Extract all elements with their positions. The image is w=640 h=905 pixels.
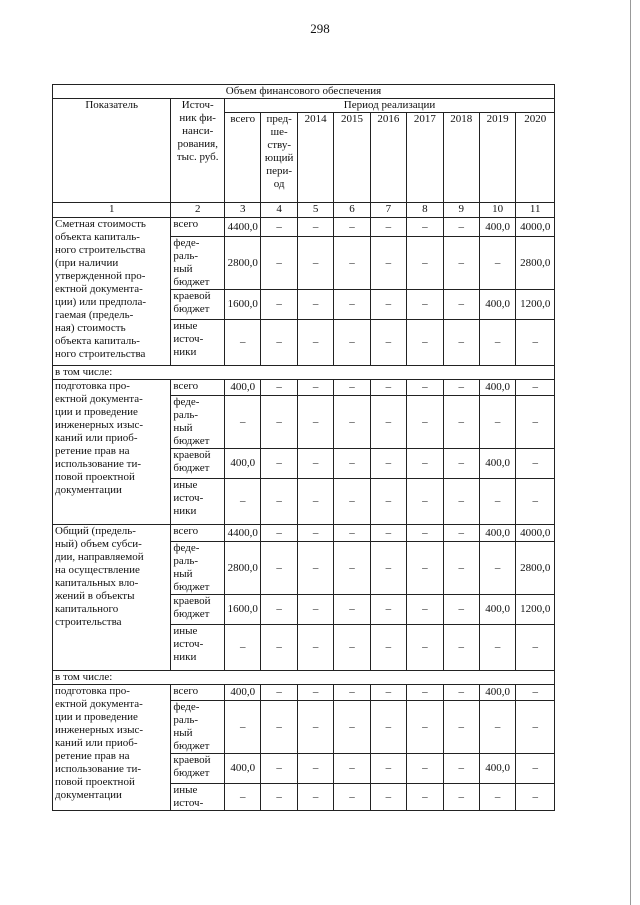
value-cell: – [516,784,555,811]
column-numbers-row [53,203,555,218]
value-cell: – [479,396,515,449]
value-cell: – [297,701,333,754]
header-period: Период реализации [225,99,555,113]
column-number: 10 [479,203,515,218]
value-cell: – [370,380,406,396]
value-cell: – [334,290,370,320]
source-cell: иные источ- ники [171,479,225,525]
value-cell: – [334,542,370,595]
value-cell: – [370,237,406,290]
source-cell: краевой бюджет [171,754,225,784]
column-number: 7 [370,203,406,218]
value-cell: – [261,290,297,320]
value-cell: 400,0 [479,685,515,701]
value-cell: – [443,625,479,671]
value-cell: 4400,0 [225,218,261,237]
header-row-period [53,99,555,113]
column-number: 6 [334,203,370,218]
indicator-cell: Общий (предель- ный) объем субси- дии, направляемой на осуществление капитальных вло- жений в объекты капитального строительства [53,525,171,671]
value-cell: – [261,525,297,542]
value-cell: – [370,525,406,542]
value-cell: – [370,754,406,784]
value-cell: 2800,0 [516,542,555,595]
value-cell: 4400,0 [225,525,261,542]
value-cell: 400,0 [479,449,515,479]
value-cell: – [370,479,406,525]
value-cell: – [334,380,370,396]
value-cell: 4000,0 [516,218,555,237]
value-cell: – [261,754,297,784]
value-cell: – [370,625,406,671]
value-cell: – [370,595,406,625]
value-cell: – [334,685,370,701]
value-cell: – [407,525,443,542]
financing-table [52,84,555,811]
value-cell: – [479,784,515,811]
value-cell: – [297,784,333,811]
table-row [53,380,555,396]
value-cell: 1200,0 [516,290,555,320]
value-cell: – [407,396,443,449]
value-cell: – [443,290,479,320]
value-cell: – [443,237,479,290]
value-cell: – [479,701,515,754]
section-label: в том числе: [53,671,555,685]
source-cell: иные источ- ники [171,625,225,671]
value-cell: – [261,479,297,525]
value-cell: – [516,754,555,784]
value-cell: – [297,754,333,784]
value-cell: – [334,784,370,811]
header-source: Источ- ник фи- нанси- рования, тыс. руб. [171,99,225,203]
value-cell: 400,0 [225,449,261,479]
value-cell: – [334,479,370,525]
value-cell: 400,0 [225,685,261,701]
value-cell: – [261,380,297,396]
source-cell: феде- раль- ный бюджет [171,237,225,290]
header-indicator: Показатель [53,99,171,203]
value-cell: – [370,449,406,479]
value-cell: – [370,701,406,754]
value-cell: – [443,479,479,525]
value-cell: 400,0 [225,754,261,784]
value-cell: – [516,380,555,396]
value-cell: – [407,754,443,784]
value-cell: 400,0 [479,754,515,784]
value-cell: – [225,479,261,525]
value-cell: 400,0 [225,380,261,396]
value-cell: – [370,290,406,320]
value-cell: – [297,525,333,542]
value-cell: – [443,218,479,237]
value-cell: – [334,701,370,754]
value-cell: – [334,218,370,237]
value-cell: – [407,218,443,237]
column-number: 9 [443,203,479,218]
value-cell: – [407,625,443,671]
value-cell: – [261,595,297,625]
value-cell: – [297,625,333,671]
value-cell: – [407,685,443,701]
value-cell: – [297,320,333,366]
value-cell: – [443,320,479,366]
value-cell: – [407,380,443,396]
source-cell: всего [171,380,225,396]
column-number: 2 [171,203,225,218]
value-cell: – [297,479,333,525]
table-title: Объем финансового обеспечения [53,85,555,99]
column-number: 4 [261,203,297,218]
value-cell: 4000,0 [516,525,555,542]
header-year: 2014 [297,113,333,203]
value-cell: – [225,396,261,449]
value-cell: – [297,542,333,595]
value-cell: 400,0 [479,380,515,396]
value-cell: – [334,320,370,366]
value-cell: – [516,396,555,449]
value-cell: 1600,0 [225,595,261,625]
value-cell: – [516,701,555,754]
header-year: 2018 [443,113,479,203]
value-cell: – [407,320,443,366]
section-row [53,366,555,380]
table-row [53,218,555,237]
value-cell: – [407,237,443,290]
value-cell: – [370,685,406,701]
header-year: 2016 [370,113,406,203]
table-title-row [53,85,555,99]
table-body [53,85,555,811]
value-cell: – [297,290,333,320]
value-cell: – [334,525,370,542]
column-number: 1 [53,203,171,218]
value-cell: 400,0 [479,595,515,625]
source-cell: краевой бюджет [171,449,225,479]
value-cell: – [297,218,333,237]
value-cell: – [370,784,406,811]
value-cell: – [261,701,297,754]
value-cell: – [516,479,555,525]
value-cell: – [297,595,333,625]
value-cell: – [407,701,443,754]
source-cell: феде- раль- ный бюджет [171,701,225,754]
value-cell: – [261,396,297,449]
value-cell: – [370,542,406,595]
value-cell: – [261,685,297,701]
column-number: 5 [297,203,333,218]
source-cell: всего [171,685,225,701]
value-cell: – [261,542,297,595]
value-cell: – [407,784,443,811]
value-cell: – [443,380,479,396]
value-cell: – [479,320,515,366]
source-cell: краевой бюджет [171,595,225,625]
value-cell: – [297,237,333,290]
page-number: 298 [310,21,330,36]
value-cell: 1200,0 [516,595,555,625]
value-cell: – [225,784,261,811]
value-cell: – [443,525,479,542]
value-cell: – [407,290,443,320]
header-year: 2020 [516,113,555,203]
header-year: 2017 [407,113,443,203]
source-cell: всего [171,218,225,237]
value-cell: – [334,754,370,784]
value-cell: – [479,625,515,671]
value-cell: – [443,396,479,449]
value-cell: – [443,595,479,625]
value-cell: – [443,784,479,811]
value-cell: – [261,320,297,366]
indicator-cell: Сметная стоимость объекта капиталь- ного строительства (при наличии утвержденной про- ектной документа- ции) или предпола- гаемая (предель- ная) стоимость объекта капиталь- ного строительства [53,218,171,366]
value-cell: – [443,754,479,784]
value-cell: – [407,449,443,479]
source-cell: краевой бюджет [171,290,225,320]
value-cell: – [443,542,479,595]
header-year: 2015 [334,113,370,203]
source-cell: всего [171,525,225,542]
value-cell: – [334,396,370,449]
value-cell: – [225,625,261,671]
source-cell: иные источ- [171,784,225,811]
value-cell: – [370,396,406,449]
value-cell: – [443,449,479,479]
value-cell: – [225,701,261,754]
value-cell: – [370,320,406,366]
value-cell: – [261,237,297,290]
column-number: 3 [225,203,261,218]
indicator-cell: подготовка про- ектной документа- ции и проведение инженерных изыс- каний или приоб- ретение прав на использование ти- повой проектной документации [53,380,171,525]
value-cell: – [516,685,555,701]
header-total: всего [225,113,261,203]
value-cell: – [334,625,370,671]
source-cell: феде- раль- ный бюджет [171,396,225,449]
section-row [53,671,555,685]
value-cell: – [261,218,297,237]
value-cell: – [443,701,479,754]
value-cell: 2800,0 [516,237,555,290]
value-cell: – [370,218,406,237]
value-cell: – [334,449,370,479]
source-cell: феде- раль- ный бюджет [171,542,225,595]
section-label: в том числе: [53,366,555,380]
value-cell: 2800,0 [225,237,261,290]
header-previous-period: пред- ше- ству- ющий пери- од [261,113,297,203]
value-cell: 400,0 [479,290,515,320]
value-cell: – [334,595,370,625]
value-cell: – [297,449,333,479]
value-cell: – [443,685,479,701]
value-cell: – [297,685,333,701]
page-edge-line [630,0,631,905]
value-cell: – [261,625,297,671]
table-row [53,525,555,542]
value-cell: – [261,784,297,811]
value-cell: – [516,449,555,479]
value-cell: – [516,625,555,671]
header-year: 2019 [479,113,515,203]
value-cell: – [479,542,515,595]
value-cell: – [225,320,261,366]
value-cell: – [407,542,443,595]
value-cell: 2800,0 [225,542,261,595]
value-cell: – [334,237,370,290]
source-cell: иные источ- ники [171,320,225,366]
value-cell: – [516,320,555,366]
value-cell: – [479,237,515,290]
value-cell: – [407,479,443,525]
value-cell: – [297,380,333,396]
value-cell: – [297,396,333,449]
table-row [53,685,555,701]
value-cell: 400,0 [479,218,515,237]
column-number: 11 [516,203,555,218]
value-cell: – [261,449,297,479]
column-number: 8 [407,203,443,218]
value-cell: – [407,595,443,625]
value-cell: 1600,0 [225,290,261,320]
indicator-cell: подготовка про- ектной документа- ции и проведение инженерных изыс- каний или приоб- ретение прав на использование ти- повой проектной документации [53,685,171,811]
value-cell: 400,0 [479,525,515,542]
value-cell: – [479,479,515,525]
